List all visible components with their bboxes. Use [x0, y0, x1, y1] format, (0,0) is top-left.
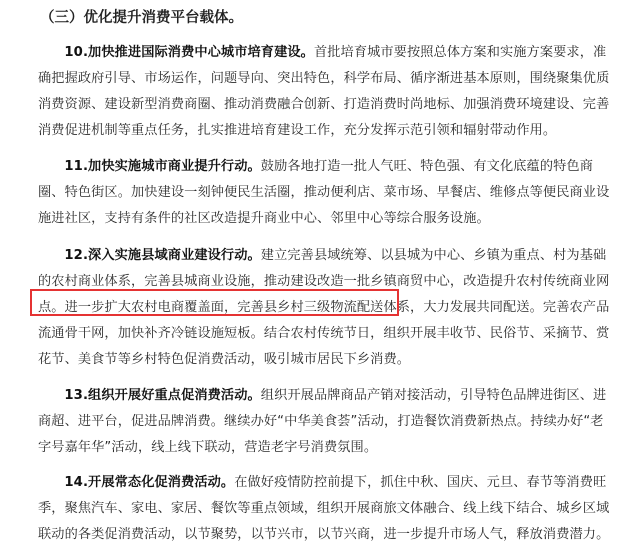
paragraph-11 [38, 154, 610, 232]
paragraph-12-highlighted-text: 扩大农村电商覆盖面，完善县乡村三级物流配送体系，大力发展共同配送。 [104, 300, 543, 315]
paragraph-12 [38, 243, 610, 373]
paragraph-10-title: 10.加快推进国际消费中心城市培育建设。 [64, 45, 314, 60]
paragraph-12-body-after: 完善农产品流通骨干网，加快补齐冷链设施短板。结合农村传统节日，组织开展丰收节、民俗节、采摘节、赏花节、美食节等乡村特色促消费活动，吸引城市居民下乡消费。 [38, 300, 610, 367]
paragraph-14-title: 14.开展常态化促消费活动。 [64, 475, 235, 490]
paragraph-10 [38, 40, 610, 144]
paragraph-10-body: 首批培育城市要按照总体方案和实施方案要求，准确把握政府引导、市场运作，问题导向、突出特色，科学布局、循序渐进基本原则，围绕聚集优质消费资源、建设新型消费商圈、推动消费融合创新、打造消费时尚地标、加强消费环境建设、完善消费促进机制等重点任务，扎实推进培育建设工作，充分发挥示范引领和辐射带动作用。 [38, 45, 610, 138]
paragraph-14-body: 在做好疫情防控前提下，抓住中秋、国庆、元旦、春节等消费旺季，聚焦汽车、家电、家居、餐饮等重点领域，组织开展商旅文体融合、线上线下结合、城乡区域联动的各类促消费活动，以节聚势，以节兴市，以节兴商，进一步提升市场人气，释放消费潜力。 [38, 475, 610, 542]
paragraph-13-title: 13.组织开展好重点促消费活动。 [64, 388, 261, 403]
paragraph-12-body-before: 建立完善县域统筹、以县城为中心、乡镇为重点、村为基础的农村商业体系，完善县城商业设施，推动建设改造一批乡镇商贸中心，改造提升农村传统商业网点。进一步 [38, 248, 610, 315]
paragraph-12-title: 12.深入实施县域商业建设行动。 [64, 248, 261, 263]
paragraph-14 [38, 470, 610, 548]
paragraph-11-title: 11.加快实施城市商业提升行动。 [64, 159, 261, 174]
paragraph-11-body: 鼓励各地打造一批人气旺、特色强、有文化底蕴的特色商圈、特色街区。加快建设一刻钟便民生活圈，推动便利店、菜市场、早餐店、维修点等便民商业设施进社区，支持有条件的社区改造提升商业中心、邻里中心等综合服务设施。 [38, 159, 610, 226]
paragraph-13 [38, 383, 610, 461]
section-heading: （三）优化提升消费平台载体。 [40, 10, 243, 26]
paragraph-13-body: 组织开展品牌商品产销对接活动，引导特色品牌进街区、进商超、进平台，促进品牌消费。继续办好“中华美食荟”活动，打造餐饮消费新热点。持续办好“老字号嘉年华”活动，线上线下联动，营造老字号消费氛围。 [38, 388, 607, 455]
